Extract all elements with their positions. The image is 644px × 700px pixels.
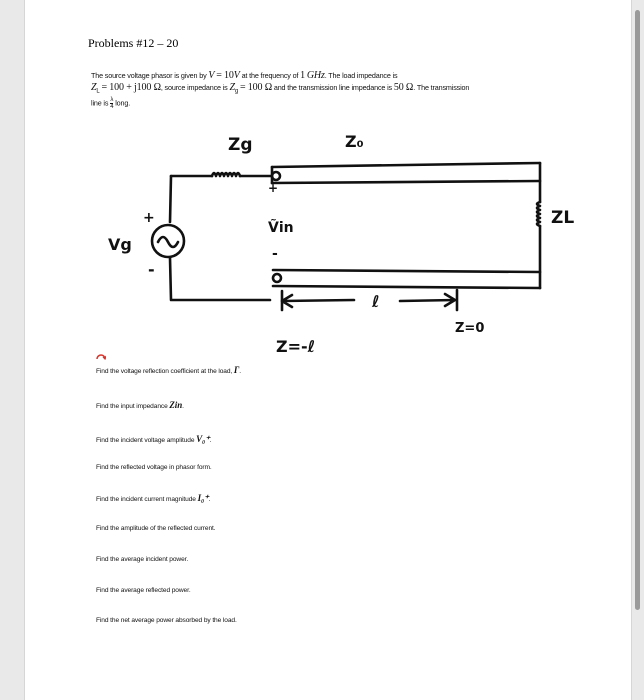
question-symbol: V₀⁺ <box>196 434 210 444</box>
question-text: Find the average incident power. <box>96 556 189 563</box>
text: . The load impedance is <box>324 71 398 80</box>
question-symbol: Zin <box>169 400 183 410</box>
resistor-zl <box>537 202 540 226</box>
question-18 <box>96 556 188 563</box>
page-title: Problems #12 – 20 <box>88 36 179 50</box>
z-start-label: Z=-ℓ <box>276 337 316 356</box>
math-zl-value: = 100 + j100 Ω <box>101 82 161 93</box>
question-12 <box>96 365 241 375</box>
question-15 <box>96 464 212 471</box>
question-17 <box>96 525 215 532</box>
length-arrow-right <box>400 294 455 306</box>
question-symbol: Γ <box>233 365 240 375</box>
voltage-source-wave <box>158 237 178 247</box>
fraction-denominator: 4 <box>110 104 114 111</box>
math-value: = 10 <box>216 70 234 81</box>
question-tail: . <box>209 437 212 444</box>
question-19 <box>96 587 191 594</box>
math-z0-value: 50 Ω <box>393 82 414 93</box>
zg-label: Zg <box>228 135 253 155</box>
math-sub: g <box>234 88 239 95</box>
terminal-bottom <box>273 274 281 282</box>
math-sub: L <box>96 88 100 95</box>
question-text: Find the input impedance <box>96 403 170 410</box>
question-20 <box>96 617 237 624</box>
question-tail: . <box>239 368 241 375</box>
text: and the transmission line impedance is <box>273 83 392 92</box>
resistor-zg <box>212 173 240 176</box>
vin-minus: - <box>272 246 278 262</box>
tline-bottom-conductor <box>273 270 540 272</box>
text: , source impedance is <box>160 83 228 92</box>
wire-left-vertical-top <box>170 176 171 222</box>
question-tail: . <box>182 403 184 410</box>
tline-bottom-conductor-2 <box>273 286 540 288</box>
zl-label: ZL <box>551 208 575 228</box>
z0-label: Z₀ <box>345 132 364 151</box>
text: The source voltage phasor is given by <box>91 71 207 80</box>
question-13 <box>96 400 184 410</box>
question-text: Find the net average power absorbed by the load. <box>96 617 237 624</box>
refresh-icon[interactable] <box>96 352 106 360</box>
z-end-label: Z=0 <box>455 321 485 336</box>
terminal-top <box>272 172 280 180</box>
vg-label: Vg <box>108 235 132 254</box>
question-14 <box>96 434 211 445</box>
question-tail: . <box>208 496 211 503</box>
question-text: Find the incident voltage amplitude <box>96 437 197 444</box>
question-text: Find the voltage reflection coefficient at the load, <box>96 368 234 375</box>
question-text: Find the amplitude of the reflected current. <box>96 525 216 532</box>
question-text: Find the average reflected power. <box>96 587 191 594</box>
source-minus: - <box>148 260 155 279</box>
question-16 <box>96 493 210 504</box>
tline-top-conductor <box>272 163 540 167</box>
math-freq: 1 <box>300 70 305 81</box>
vin-label: Ṽin <box>268 220 294 236</box>
text: . The transmission <box>413 83 470 92</box>
math-v: V <box>208 70 215 81</box>
math-zl: Z <box>91 82 97 93</box>
question-text: Find the incident current magnitude <box>96 496 198 503</box>
vin-plus: + <box>268 181 279 195</box>
text: at the frequency of <box>241 71 299 80</box>
question-text: Find the reflected voltage in phasor form. <box>96 464 212 471</box>
source-plus: + <box>143 210 155 226</box>
math-zg: Z <box>229 82 235 93</box>
math-freq-unit: GHz <box>306 70 325 81</box>
wire-left-vertical-bottom <box>170 258 270 300</box>
math-unit: V <box>233 70 240 81</box>
question-symbol: I₀⁺ <box>197 493 209 503</box>
text: line is <box>91 98 109 108</box>
length-arrow-left <box>282 295 354 307</box>
tline-top-conductor-2 <box>272 181 540 183</box>
fraction-numerator: λ <box>110 97 114 104</box>
math-zg-value: = 100 Ω <box>239 82 272 93</box>
length-label: ℓ <box>372 292 380 311</box>
text: long. <box>115 98 131 108</box>
